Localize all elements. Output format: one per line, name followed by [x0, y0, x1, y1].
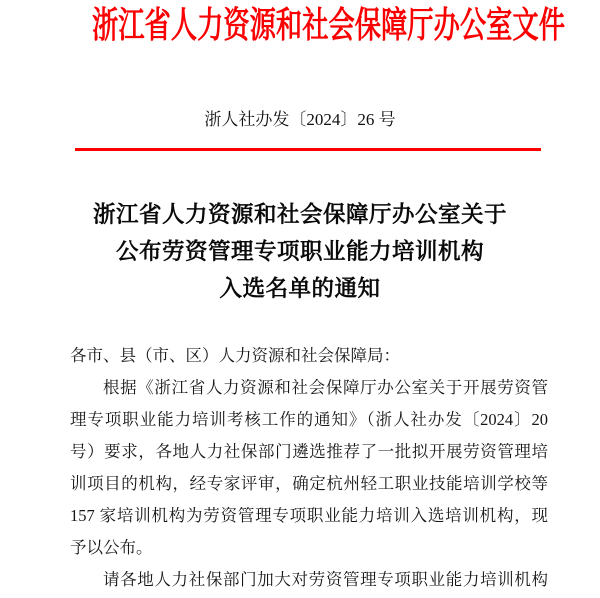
body-line: 157 家培训机构为劳资管理专项职业能力培训入选培训机构，现: [70, 506, 548, 525]
body-line: 予以公布。: [70, 538, 153, 557]
body-line: 训项目的机构，经专家评审，确定杭州轻工职业技能培训学校等: [70, 474, 548, 493]
document-title: [0, 196, 600, 307]
title-line-3: 入选名单的通知: [219, 276, 381, 301]
title-line-2: 公布劳资管理专项职业能力培训机构: [115, 239, 484, 264]
body-line: 根据《浙江省人力资源和社会保障厅办公室关于开展劳资管: [103, 378, 548, 397]
salutation-line: 各市、县（市、区）人力资源和社会保障局：: [70, 346, 400, 365]
body-line: 理专项职业能力培训考核工作的通知》（浙人社办发〔2024〕20: [70, 410, 548, 429]
title-line-1: 浙江省人力资源和社会保障厅办公室关于: [92, 202, 507, 227]
body-line: 号）要求，各地人力社保部门遴选推荐了一批拟开展劳资管理培: [70, 442, 548, 461]
red-divider-line: [75, 148, 541, 151]
document-number: 浙人社办发〔2024〕26 号: [204, 110, 396, 129]
issuing-org-title: 浙江省人力资源和社会保障厅办公室文件: [91, 5, 566, 45]
document-body: [70, 340, 548, 596]
body-line: 请各地人力社保部门加大对劳资管理专项职业能力培训机构: [103, 570, 548, 589]
